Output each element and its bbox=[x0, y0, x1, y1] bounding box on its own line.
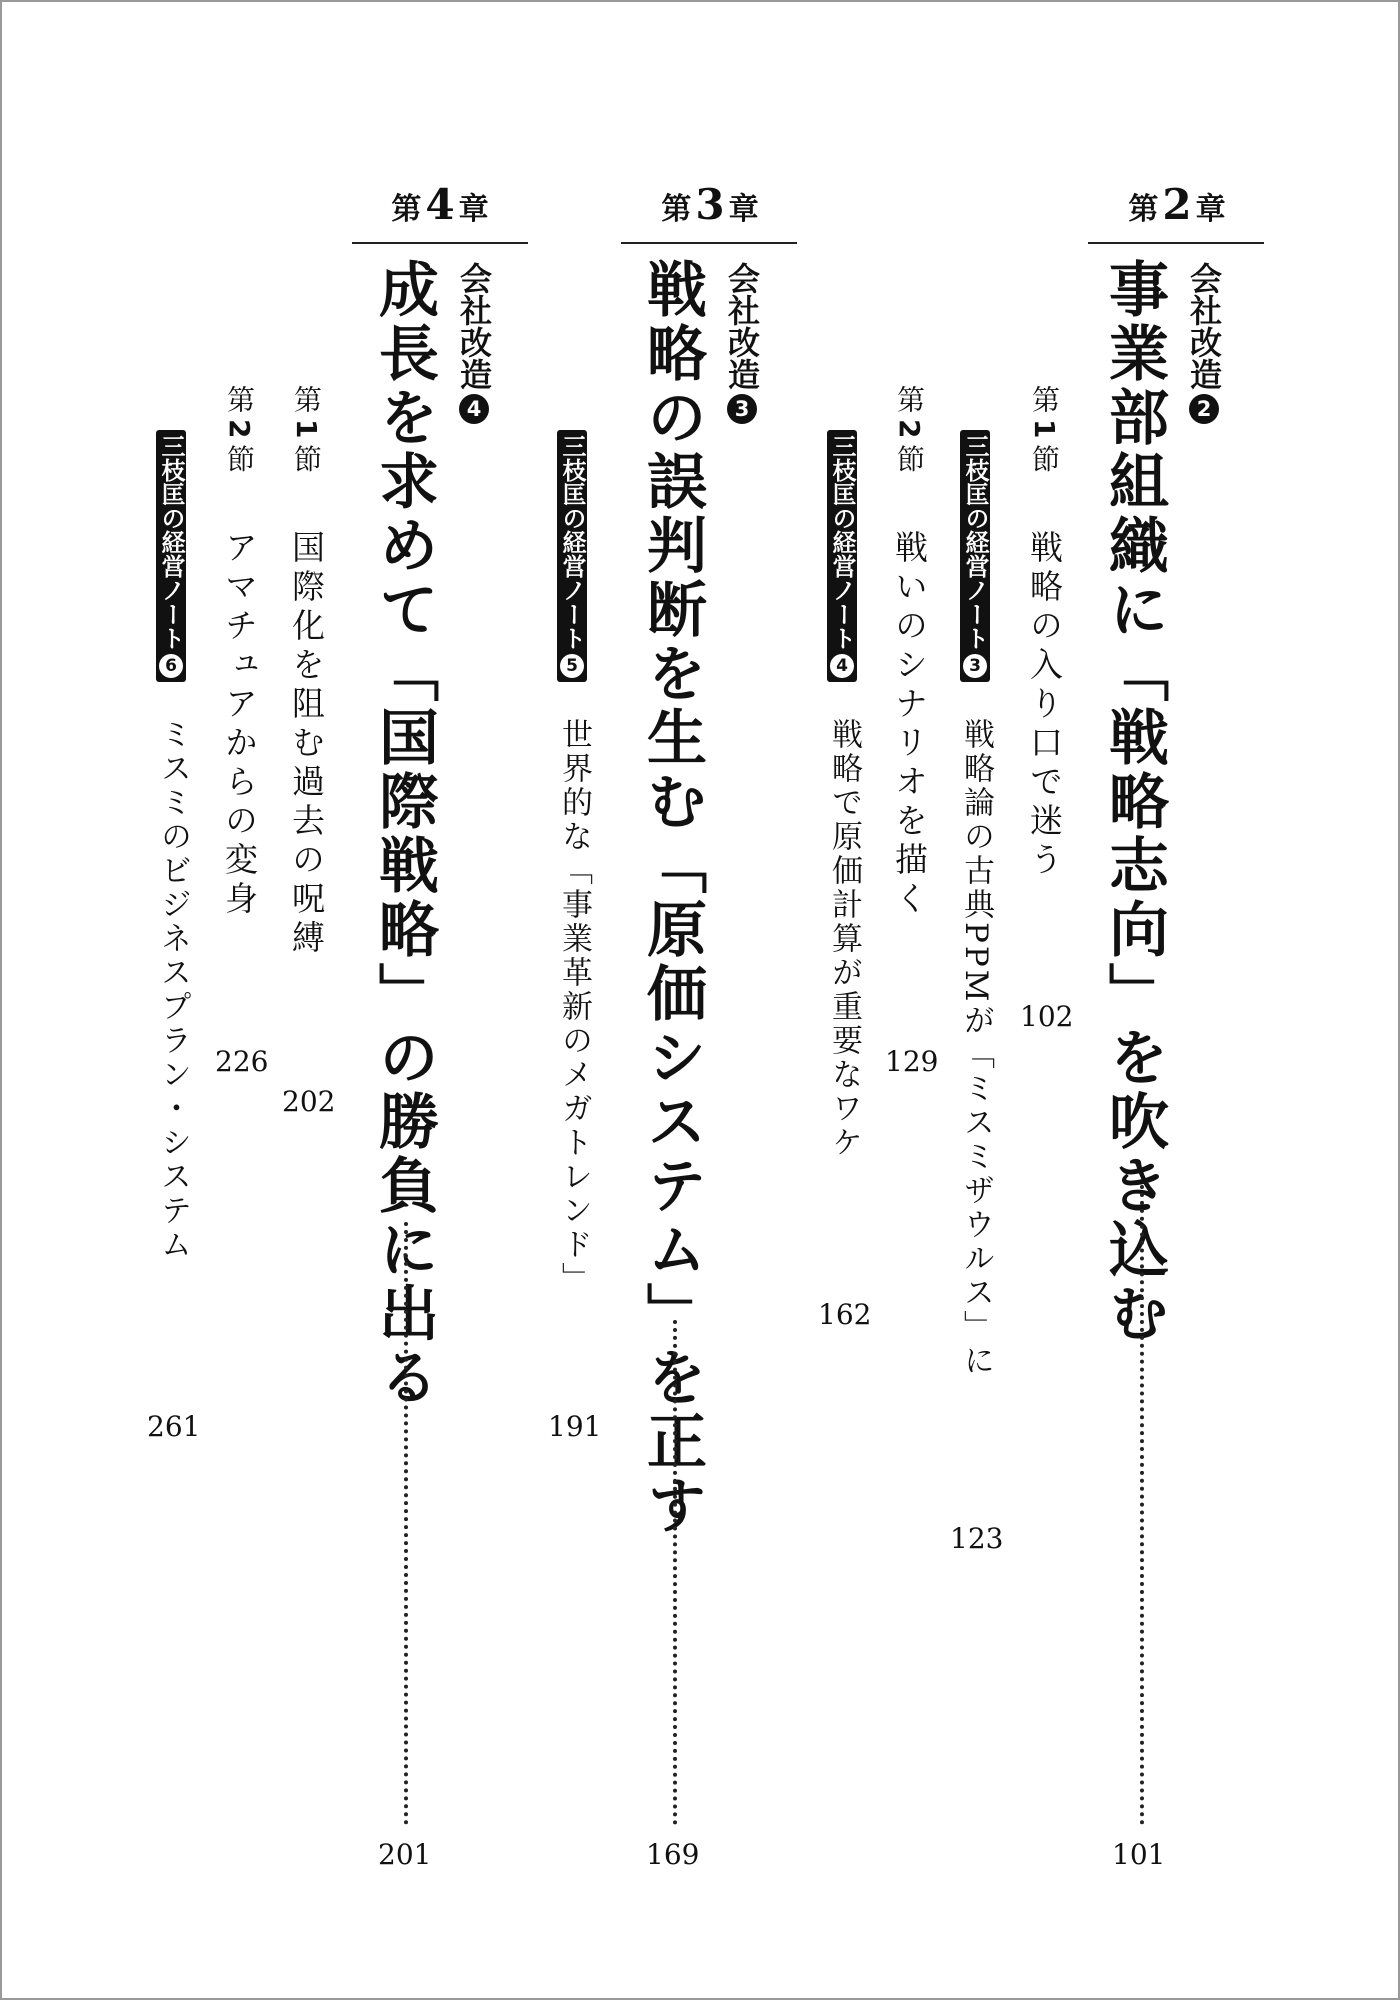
chapter-2-section-2-page: 129 bbox=[885, 1045, 939, 1078]
chapter-4-section-2-label: 第2節 bbox=[223, 385, 256, 479]
chapter-3-kaizo-label: 会社改造3 bbox=[724, 262, 760, 424]
kaizo-number-badge: 2 bbox=[1189, 394, 1219, 424]
chapter-3-rule bbox=[621, 242, 797, 244]
chapter-4-kaizo-label: 会社改造4 bbox=[456, 262, 492, 424]
chapter-2-kaizo-label: 会社改造2 bbox=[1186, 262, 1222, 424]
chapter-2-section-2-label: 第2節 bbox=[893, 385, 926, 479]
chapter-2-section-2-title[interactable]: 戦いのシナリオを描く bbox=[890, 530, 929, 920]
chapter-2-section-1-label: 第1節 bbox=[1028, 385, 1061, 479]
chapter-3-note-5-page: 191 bbox=[548, 1410, 602, 1443]
chapter-2-page-number: 101 bbox=[1112, 1838, 1166, 1871]
chapter-4-section-1-title[interactable]: 国際化を阻む過去の呪縛 bbox=[287, 530, 326, 959]
chapter-2-note-4-title[interactable]: 戦略で原価計算が重要なワケ bbox=[826, 718, 862, 1160]
chapter-2-note-3-badge: 三枝匡の経営ノート3 bbox=[960, 430, 990, 682]
chapter-2-note-4-badge: 三枝匡の経営ノート4 bbox=[827, 430, 857, 682]
chapter-2-label: 第2 章 bbox=[1128, 180, 1226, 229]
chapter-2-section-1-title[interactable]: 戦略の入り口で迷う bbox=[1025, 530, 1064, 881]
chapter-2-rule bbox=[1088, 242, 1264, 244]
chapter-3-label: 第3 章 bbox=[661, 180, 759, 229]
chapter-4-rule bbox=[352, 242, 528, 244]
chapter-4-section-2-title[interactable]: アマチュアからの変身 bbox=[220, 530, 259, 920]
chapter-4-title[interactable]: 成長を求めて「国際戦略」の勝負に出る bbox=[369, 258, 439, 1410]
chapter-3-note-5-title[interactable]: 世界的な「事業革新のメガトレンド」 bbox=[556, 718, 592, 1296]
chapter-2-title[interactable]: 事業部組織に「戦略志向」を吹き込む bbox=[1099, 258, 1169, 1346]
chapter-4-leader-dots bbox=[404, 1222, 408, 1825]
chapter-2-leader-dots bbox=[1140, 1185, 1144, 1825]
chapter-4-section-2-page: 226 bbox=[215, 1045, 269, 1078]
kaizo-number-badge: 4 bbox=[459, 394, 489, 424]
chapter-2-note-3-page: 123 bbox=[950, 1522, 1004, 1555]
chapter-4-note-6-badge: 三枝匡の経営ノート6 bbox=[156, 430, 186, 682]
chapter-3-title[interactable]: 戦略の誤判断を生む「原価システム」を正す bbox=[637, 258, 707, 1538]
chapter-3-page-number: 169 bbox=[646, 1838, 700, 1871]
kaizo-number-badge: 3 bbox=[727, 394, 757, 424]
chapter-4-page-number: 201 bbox=[378, 1838, 432, 1871]
chapter-4-note-6-page: 261 bbox=[147, 1410, 201, 1443]
chapter-2-section-1-page: 102 bbox=[1020, 1000, 1074, 1033]
chapter-4-note-6-title[interactable]: ミスミのビジネスプラン・システム bbox=[155, 718, 191, 1262]
chapter-2-note-4-page: 162 bbox=[818, 1298, 872, 1331]
chapter-2-note-3-title[interactable]: 戦略論の古典PPMが「ミスミザウルス」に bbox=[958, 718, 994, 1379]
chapter-3-note-5-badge: 三枝匡の経営ノート5 bbox=[557, 430, 587, 682]
chapter-4-section-1-page: 202 bbox=[282, 1085, 336, 1118]
chapter-4-section-1-label: 第1節 bbox=[290, 385, 323, 479]
chapter-4-label: 第4 章 bbox=[391, 180, 489, 229]
chapter-3-leader-dots bbox=[673, 1320, 677, 1825]
